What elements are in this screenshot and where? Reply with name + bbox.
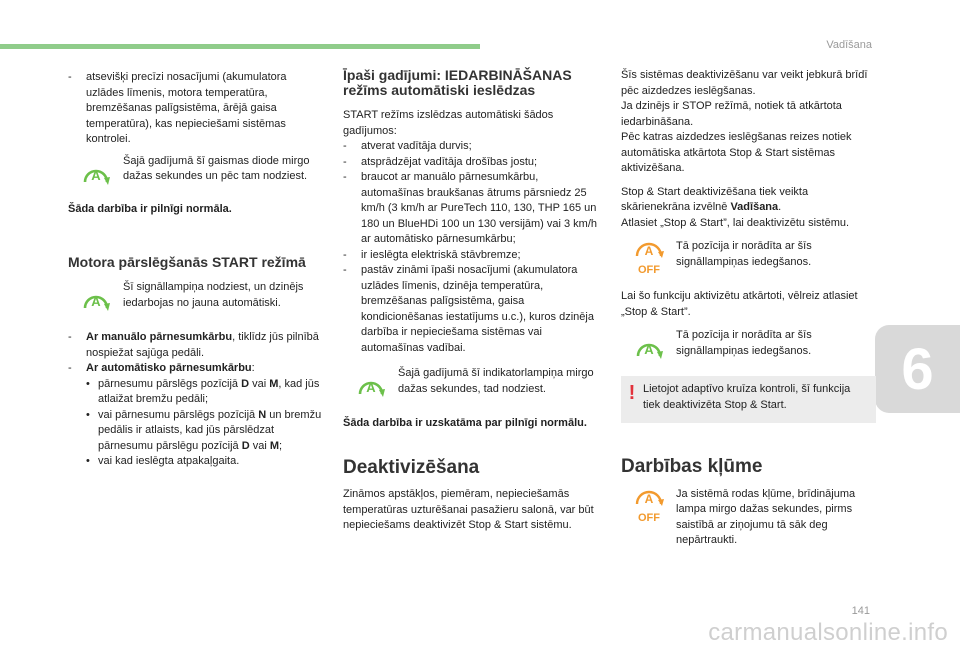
list-item: - ir ieslēgta elektriskā stāvbremze;: [343, 248, 521, 261]
paragraph: Šīs sistēmas deaktivizēšanu var veikt jebkurā brīdī pēc aizdedzes ieslēgšanas.: [621, 69, 868, 97]
sub-list-item: • pārnesumu pārslēgs pozīcijā D vai M, kad jūs atlaižat bremžu pedāli;: [86, 377, 320, 405]
paragraph: Atlasiet „Stop & Start”, lai deaktivizētu sistēmu.: [621, 216, 850, 229]
column-middle: [343, 68, 601, 542]
svg-text:A: A: [90, 294, 101, 309]
section-heading-start-mode: Motora pārslēgšanās START režīmā: [68, 254, 306, 270]
auto-a-icon: [81, 286, 111, 316]
indicator-note-text: Šajā gadījumā šī gaismas diode mirgo dažas sekundes un pēc tam nodziest.: [123, 154, 310, 182]
svg-text:A: A: [643, 342, 654, 357]
manual-gearbox-label: Ar manuālo pārnesumkārbu: [86, 331, 233, 343]
warning-text: Lietojot adaptīvo kruīza kontroli, šī funkcija tiek deaktivizēta Stop & Start.: [643, 383, 851, 411]
svg-text:OFF: OFF: [637, 511, 660, 524]
paragraph: Lai šo funkciju aktivizētu atkārtoti, vēlreiz atlasiet „Stop & Start”.: [621, 290, 858, 318]
auto-a-off-icon: [632, 239, 666, 277]
paragraph: Zināmos apstākļos, piemēram, nepieciešamās temperatūras uzturēšanai pasažieru salonā, var būt nepieciešams deaktivizēt Stop & Start sistēmu.: [343, 488, 594, 531]
auto-gearbox-label: Ar automātisko pārnesumkārbu: [86, 362, 252, 374]
sub-list-item: • vai pārnesumu pārslēgs pozīcijā N un bremžu pedālis ir atlaists, kad jūs pārslēdzat pārnesumu pārslēgu pozīcijā D vai M;: [86, 408, 322, 452]
auto-a-icon: [356, 372, 386, 402]
warning-box: [621, 376, 876, 423]
stop-start-a-icon: [68, 154, 123, 190]
indicator-note: [68, 280, 323, 316]
list-item: - Ar automātisko pārnesumkārbu:: [68, 362, 255, 374]
indicator-note: [621, 487, 876, 549]
column-right: [621, 68, 876, 561]
list-item: - atverat vadītāja durvis;: [343, 140, 472, 152]
indicator-note-text: Šī signāllampiņa nodziest, un dzinējs iedarbojas no jauna automātiski.: [123, 281, 304, 309]
menu-name: Vadīšana: [730, 201, 779, 213]
list-item: - braucot ar manuālo pārnesumkārbu, automašīnas braukšanas ātrums pārsniedz 25 km/h (3 km/h ar PureTech 110, 130, THP 165 un 180 un BlueHDi 100 un 130 versijām) vai 3 km/h ar automātisko pārnesumkārbu;: [343, 171, 598, 245]
list-item: - pastāv zināmi īpaši nosacījumi (akumulatora uzlādes līmenis, dzinēja temperatūra, bremzēšanas palīgsistēma, gaisa kondicionēšanas iestatījums u.c.), kuros dzinēja darbība ir nepieciešama sistēmas vai automašīnas vadībai.: [343, 264, 594, 354]
chapter-tab: 6: [875, 325, 960, 413]
stop-start-off-icon: [621, 239, 676, 277]
section-heading-deactivation: Deaktivizēšana: [343, 456, 480, 478]
sub-list-item: • vai kad ieslēgta atpakaļgaita.: [86, 455, 240, 467]
indicator-note: [343, 366, 601, 402]
auto-a-icon: [81, 160, 111, 190]
svg-text:A: A: [365, 380, 376, 395]
indicator-note-text: Ja sistēmā rodas kļūme, brīdinājuma lampa mirgo dažas sekundes, pirms saistībā ar ziņojumu tā sāk deg nepārtraukti.: [676, 487, 856, 546]
indicator-note-text: Tā pozīcija ir norādīta ar šīs signāllampiņas iedegšanos.: [676, 240, 812, 268]
column-left: [68, 70, 323, 470]
stop-start-a-icon: [343, 366, 398, 402]
stop-start-a-icon: [68, 280, 123, 316]
section-heading-malfunction: Darbības kļūme: [621, 456, 763, 477]
indicator-note: [68, 154, 323, 190]
svg-text:A: A: [90, 167, 101, 183]
stop-start-off-icon: [621, 487, 676, 525]
list-item: [68, 70, 323, 148]
paragraph: Ja dzinējs ir STOP režīmā, notiek tā atkārtota iedarbināšana.: [621, 100, 842, 128]
chapter-title: Vadīšana: [826, 39, 872, 51]
indicator-note: [621, 328, 876, 364]
paragraph: Stop & Start deaktivizēšana tiek veikta skārienekrāna izvēlnē Vadīšana.: [621, 185, 809, 213]
paragraph: START režīms izslēdzas automātiski šādos gadījumos:: [343, 109, 554, 137]
list-item: - atsprādzējat vadītāja drošības jostu;: [343, 155, 538, 168]
svg-text:OFF: OFF: [637, 264, 660, 276]
header-accent-bar: [0, 44, 480, 49]
normal-operation-text: Šāda darbība ir pilnīgi normāla.: [68, 202, 232, 215]
indicator-note-text: Šajā gadījumā šī indikatorlampiņa mirgo dažas sekundes, tad nodziest.: [398, 367, 594, 395]
svg-text:A: A: [644, 244, 653, 258]
paragraph: Pēc katras aizdedzes ieslēgšanas reizes notiek automātiska atkārtota Stop & Start sistēmas aktivizēšana.: [621, 131, 852, 174]
page-number: 141: [851, 605, 870, 617]
list-item-text: atsevišķi precīzi nosacījumi (akumulatora uzlādes līmenis, motora temperatūra, bremzēšanas palīgsistēma, ārējā gaisa temperatūra), kas nepieciešami sistēmas kontrolei.: [86, 71, 287, 145]
watermark: carmanualsonline.info: [708, 619, 948, 646]
list-item: - Ar manuālo pārnesumkārbu, tiklīdz jūs pilnībā nospiežat sajūga pedāli.: [68, 331, 319, 359]
section-heading-special-cases: Īpaši gadījumi: IEDARBINĀŠANAS režīms automātiski ieslēdzas: [343, 67, 572, 98]
auto-a-off-icon: [632, 487, 666, 525]
warning-icon: !: [628, 382, 636, 404]
indicator-note-text: Tā pozīcija ir norādīta ar šīs signāllampiņas iedegšanos.: [676, 329, 812, 357]
normal-operation-text: Šāda darbība ir uzskatāma par pilnīgi normālu.: [343, 417, 587, 429]
indicator-note: [621, 239, 876, 277]
svg-text:A: A: [644, 491, 653, 506]
dash: -: [68, 71, 72, 83]
auto-a-icon: [634, 334, 664, 364]
stop-start-a-icon: [621, 328, 676, 364]
